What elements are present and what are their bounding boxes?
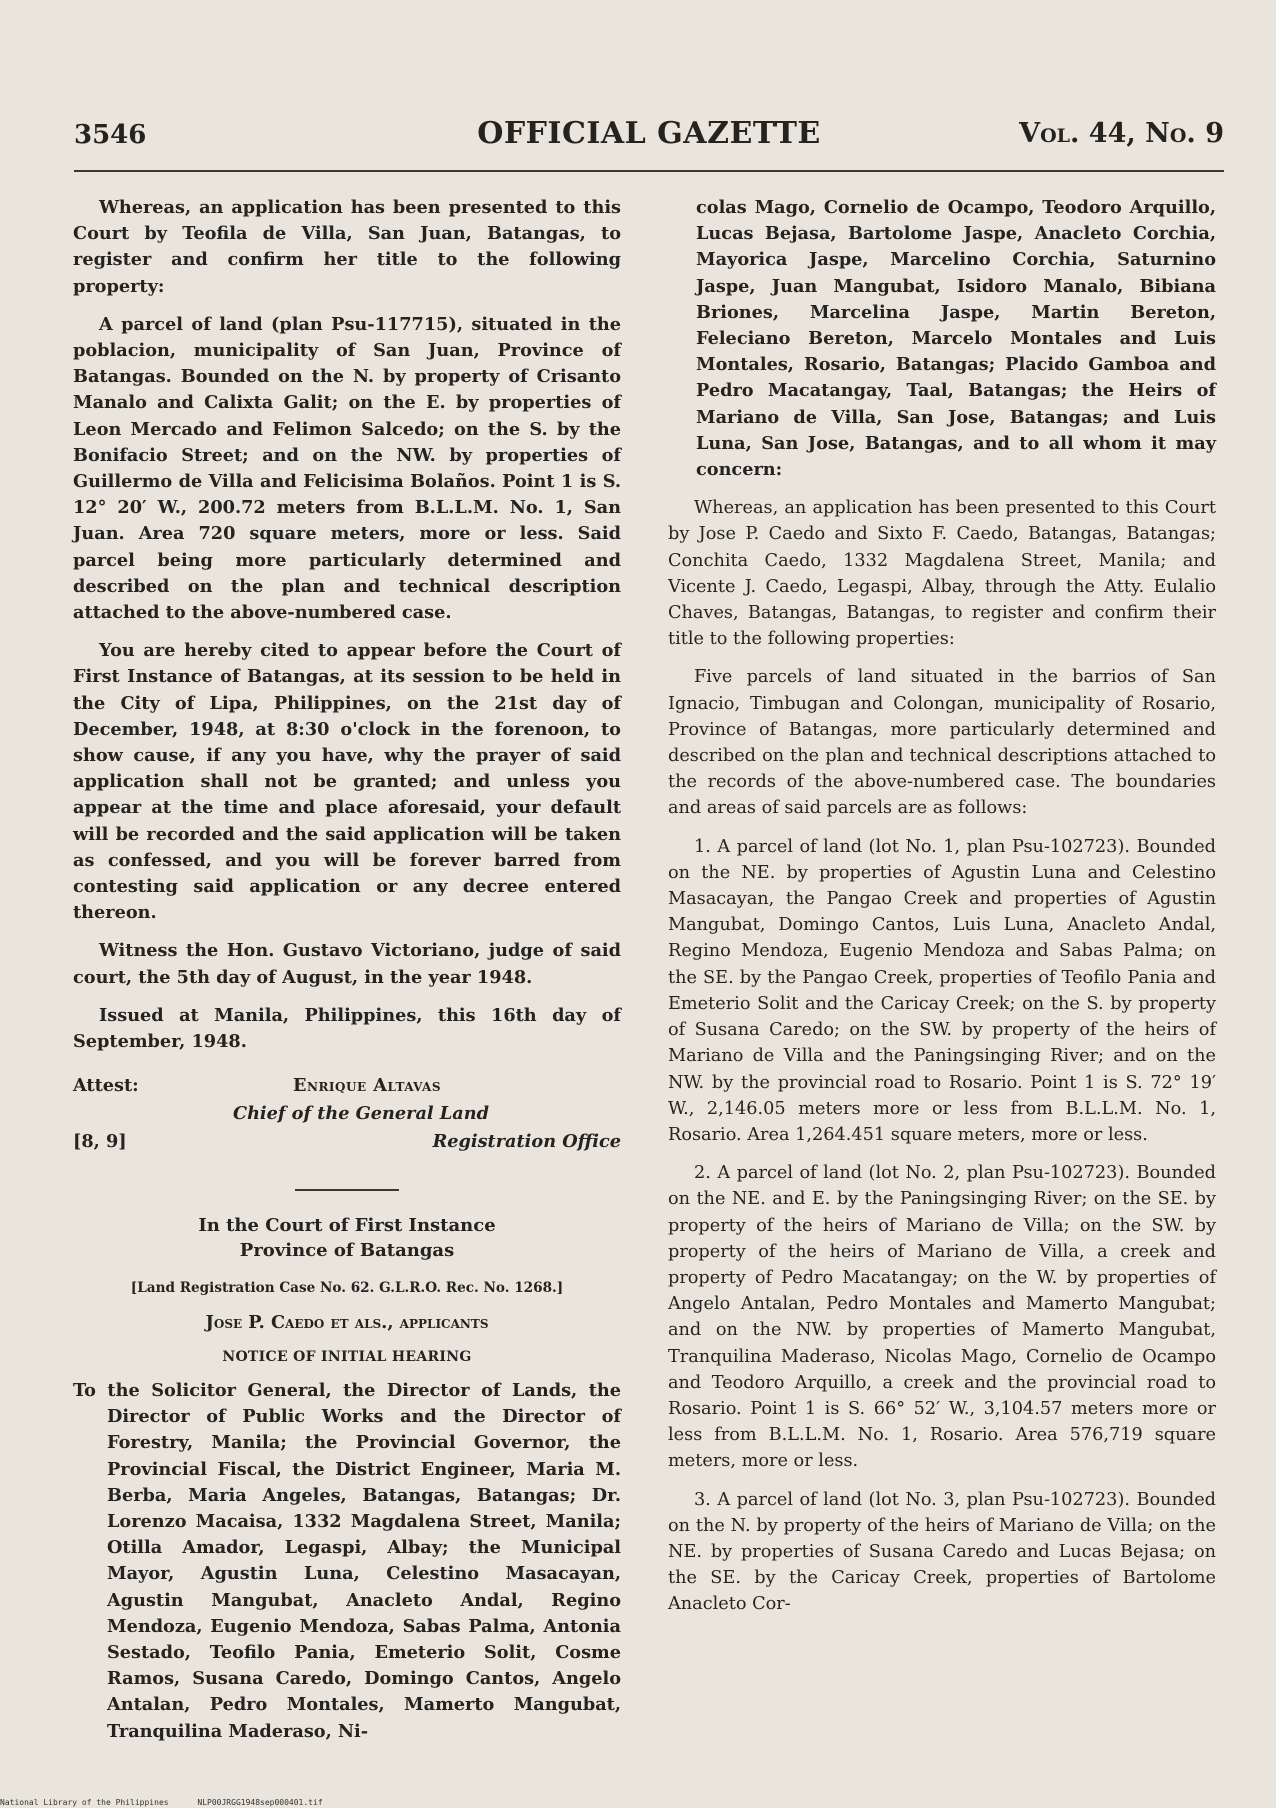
paragraph: Five parcels of land situated in the barrios of San Ignacio, Timbugan and Colongan, municipality of Rosario, Province of Batangas, more particularly determined and described on the plan and technical descriptions attached to the records of the above-numbered case. The boundaries and areas of said parcels are as follows:	[668, 667, 1216, 819]
paragraph: Whereas, an application has been presented to this Court by Teofila de Villa, San Juan, Batangas, to register and confirm her title to the following property:	[73, 197, 621, 297]
file-name: NLP00JRGG1948sep000401.tif	[197, 1798, 323, 1807]
scan-footer	[0, 1798, 347, 1807]
publication-title: OFFICIAL GAZETTE	[477, 116, 821, 151]
attestation-block	[73, 1073, 621, 1163]
header-rule	[74, 170, 1224, 172]
paragraph: Witness the Hon. Gustavo Victoriano, judge of said court, the 5th day of August, in the year 1948.	[73, 940, 621, 988]
volume-label: Vol. 44, No. 9	[1019, 118, 1224, 149]
court-heading	[73, 1213, 621, 1263]
page-header	[74, 116, 1224, 162]
paragraph: 3. A parcel of land (lot No. 3, plan Psu-102723). Bounded on the N. by property of the heirs of Mariano de Villa; on the NE. by properties of Susana Caredo and Lucas Bejasa; on the SE. by the Caricay Creek, properties of Bartolome Anacleto Cor-	[668, 1489, 1216, 1615]
paragraph: A parcel of land (plan Psu-117715), situated in the poblacion, municipality of San Juan, Province of Batangas. Bounded on the N. by property of Crisanto Manalo and Calixta Galit; on the E. by properties of Leon Mercado and Felimon Salcedo; on the S. by the Bonifacio Street; and on the NW. by properties of Guillermo de Villa and Felicisima Bolaños. Point 1 is S. 12° 20′ W., 200.72 meters from B.L.L.M. No. 1, San Juan. Area 720 square meters, more or less. Said parcel being more particularly determined and described on the plan and technical description attached to the above-numbered case.	[73, 313, 621, 624]
paragraph: 2. A parcel of land (lot No. 2, plan Psu-102723). Bounded on the NE. and E. by the Paningsinging River; on the SE. by property of the heirs of Mariano de Villa; on the SW. by property of the heirs of Mariano de Villa, a creek and property of Pedro Macatangay; on the W. by properties of Angelo Antalan, Pedro Montales and Mamerto Mangubat; and on the NW. by properties of Mamerto Mangubat, Tranquilina Maderaso, Nicolas Mago, Cornelio de Ocampo and Teodoro Arquillo, a creek and the provincial road to Rosario. Point 1 is S. 66° 52′ W., 3,104.57 meters more or less from B.L.L.M. No. 1, Rosario. Area 576,719 square meters, more or less.	[668, 1163, 1216, 1472]
attest-label: Attest:	[73, 1075, 139, 1097]
paragraph: Issued at Manila, Philippines, this 16th day of September, 1948.	[73, 1004, 621, 1053]
left-column	[73, 195, 621, 1757]
notice-heading: NOTICE OF INITIAL HEARING	[222, 1348, 472, 1365]
case-reference: [Land Registration Case No. 62. G.L.R.O. Rec. No. 1268.]	[130, 1280, 564, 1297]
applicant-line: Jose P. Caedo et als., applicants	[205, 1311, 489, 1333]
court-line: In the Court of First Instance	[198, 1215, 496, 1237]
right-column	[668, 195, 1216, 1630]
page-number: 3546	[74, 120, 147, 150]
signatory-name: Enrique Altavas	[293, 1075, 442, 1097]
province-line: Province of Batangas	[239, 1240, 455, 1262]
signatory-title: Chief of the General Land	[233, 1103, 489, 1125]
library-credit: National Library of the Philippines	[0, 1798, 169, 1807]
paragraph: You are hereby cited to appear before the Court of First Instance of Batangas, at its session to be held in the City of Lipa, Philippines, on the 21st day of December, 1948, at 8:30 o'clock in the forenoon, to show cause, if any you have, why the prayer of said application shall not be granted; and unless you appear at the time and place aforesaid, your default will be recorded and the said application will be taken as confessed, and you will be forever barred from contesting said application or any decree entered thereon.	[73, 640, 621, 924]
issue-reference: [8, 9]	[73, 1131, 127, 1153]
paragraph: Whereas, an application has been presented to this Court by Jose P. Caedo and Sixto F. Caedo, Batangas, Batangas; Conchita Caedo, 1332 Magdalena Street, Manila; and Vicente J. Caedo, Legaspi, Albay, through the Atty. Eulalio Chaves, Batangas, Batangas, to register and confirm their title to the following properties:	[668, 498, 1216, 650]
addressees: To the Solicitor General, the Director of Lands, the Director of Public Works and the Director of Forestry, Manila; the Provincial Governor, the Provincial Fiscal, the District Engineer, Maria M. Berba, Maria Angeles, Batangas, Batangas; Dr. Lorenzo Macaisa, 1332 Magdalena Street, Manila; Otilla Amador, Legaspi, Albay; the Municipal Mayor, Agustin Luna, Celestino Masacayan, Agustin Mangubat, Anacleto Andal, Regino Mendoza, Eugenio Mendoza, Sabas Palma, Antonia Sestado, Teofilo Pania, Emeterio Solit, Cosme Ramos, Susana Caredo, Domingo Cantos, Angelo Antalan, Pedro Montales, Mamerto Mangubat, Tranquilina Maderaso, Ni-	[73, 1379, 621, 1742]
signatory-title-cont: Registration Office	[432, 1131, 621, 1153]
paragraph: 1. A parcel of land (lot No. 1, plan Psu-102723). Bounded on the NE. by properties of Agustin Luna and Celestino Masacayan, the Pangao Creek and properties of Agustin Mangubat, Domingo Cantos, Luis Luna, Anacleto Andal, Regino Mendoza, Eugenio Mendoza and Sabas Palma; on the SE. by the Pangao Creek, properties of Teofilo Pania and Emeterio Solit and the Caricay Creek; on the S. by property of Susana Caredo; on the SW. by property of the heirs of Mariano de Villa and the Paningsinging River; and on the NW. by the provincial road to Rosario. Point 1 is S. 72° 19′ W., 2,146.05 meters more or less from B.L.L.M. No. 1, Rosario. Area 1,264.451 square meters, more or less.	[668, 836, 1216, 1145]
section-divider	[295, 1189, 399, 1191]
addressees-continued: colas Mago, Cornelio de Ocampo, Teodoro Arquillo, Lucas Bejasa, Bartolome Jaspe, Anacleto Corchia, Mayorica Jaspe, Marcelino Corchia, Saturnino Jaspe, Juan Mangubat, Isidoro Manalo, Bibiana Briones, Marcelina Jaspe, Martin Bereton, Feleciano Bereton, Marcelo Montales and Luis Montales, Rosario, Batangas; Placido Gamboa and Pedro Macatangay, Taal, Batangas; the Heirs of Mariano de Villa, San Jose, Batangas; and Luis Luna, San Jose, Batangas, and to all whom it may concern:	[696, 197, 1216, 481]
